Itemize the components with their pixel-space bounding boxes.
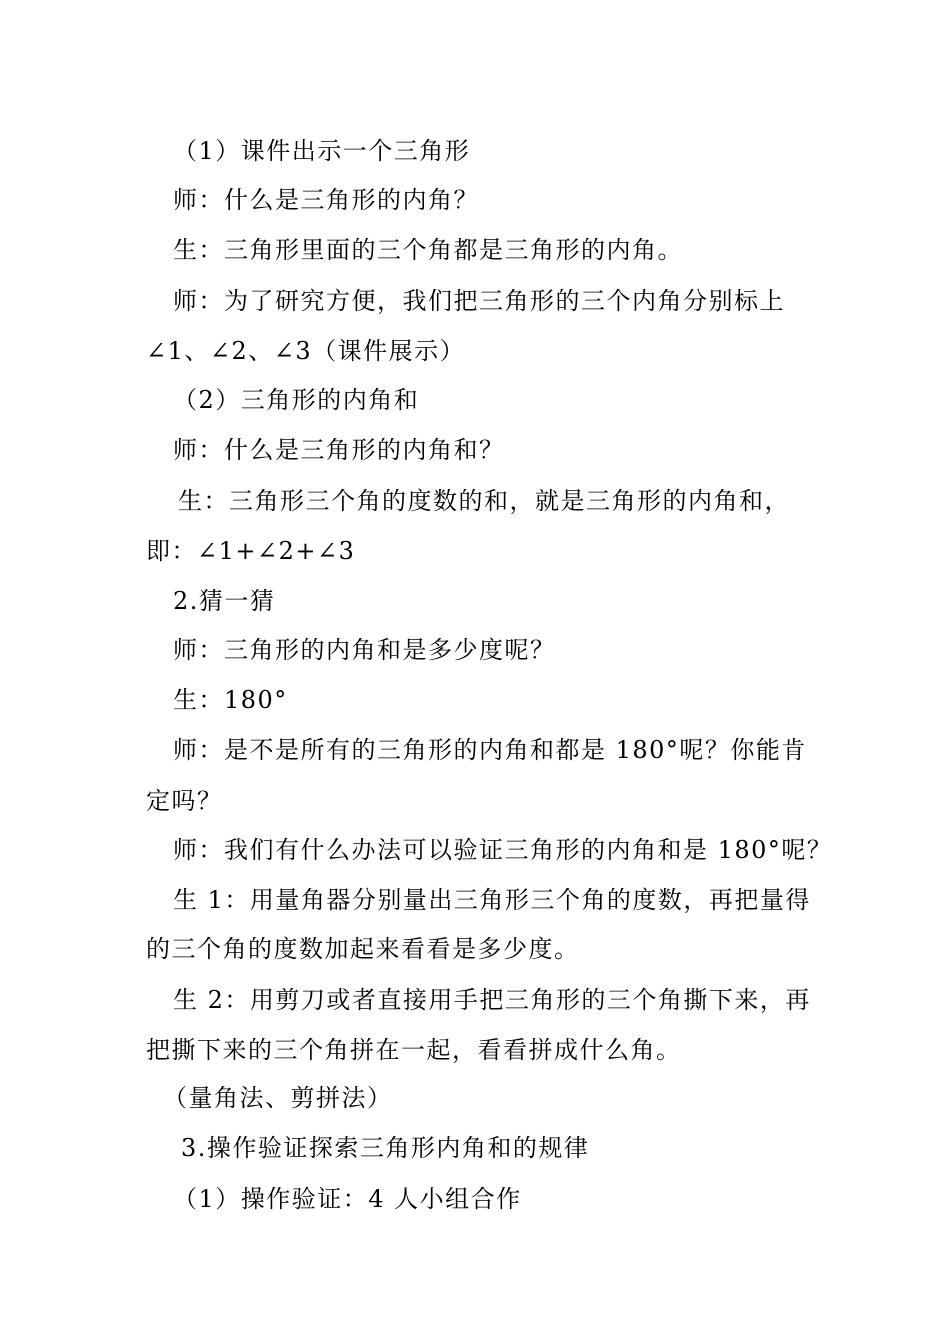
paragraph-line: 即：∠1+∠2+∠3 (146, 537, 356, 565)
paragraph-line: 生 1：用量角器分别量出三角形三个角的度数，再把量得 (173, 886, 811, 914)
paragraph-line: 生：三角形三个角的度数的和，就是三角形的内角和， (178, 487, 790, 515)
paragraph-line: 的三个角的度数加起来看看是多少度。 (146, 935, 580, 963)
paragraph-line: （2）三角形的内角和 (173, 386, 420, 414)
paragraph-line: 师：什么是三角形的内角？ (173, 186, 479, 214)
paragraph-line: 把撕下来的三个角拼在一起，看看拼成什么角。 (146, 1036, 682, 1064)
paragraph-line: 生 2：用剪刀或者直接用手把三角形的三个角撕下来，再 (173, 986, 811, 1014)
paragraph-line: 2.猜一猜 (173, 587, 276, 615)
paragraph-line: 师：我们有什么办法可以验证三角形的内角和是 180°呢？ (173, 836, 833, 864)
section-heading: 3.操作验证探索三角形内角和的规律 (181, 1134, 590, 1162)
paragraph-line: （1）课件出示一个三角形 (173, 137, 471, 165)
paragraph-line: 师：是不是所有的三角形的内角和都是 180°呢？你能肯 (173, 736, 807, 764)
paragraph-line: 师：三角形的内角和是多少度呢？ (173, 636, 556, 664)
paragraph-line: （量角法、剪拼法） (163, 1084, 393, 1112)
paragraph-line: 生：三角形里面的三个角都是三角形的内角。 (173, 236, 683, 264)
paragraph-line: 师：什么是三角形的内角和？ (173, 436, 505, 464)
paragraph-line: ∠1、∠2、∠3（课件展示） (146, 337, 466, 365)
paragraph-line: 生：180° (173, 686, 288, 714)
paragraph-line: 定吗？ (146, 787, 223, 815)
paragraph-line: 师：为了研究方便，我们把三角形的三个内角分别标上 (173, 287, 785, 315)
paragraph-line: （1）操作验证：4 人小组合作 (173, 1185, 522, 1213)
